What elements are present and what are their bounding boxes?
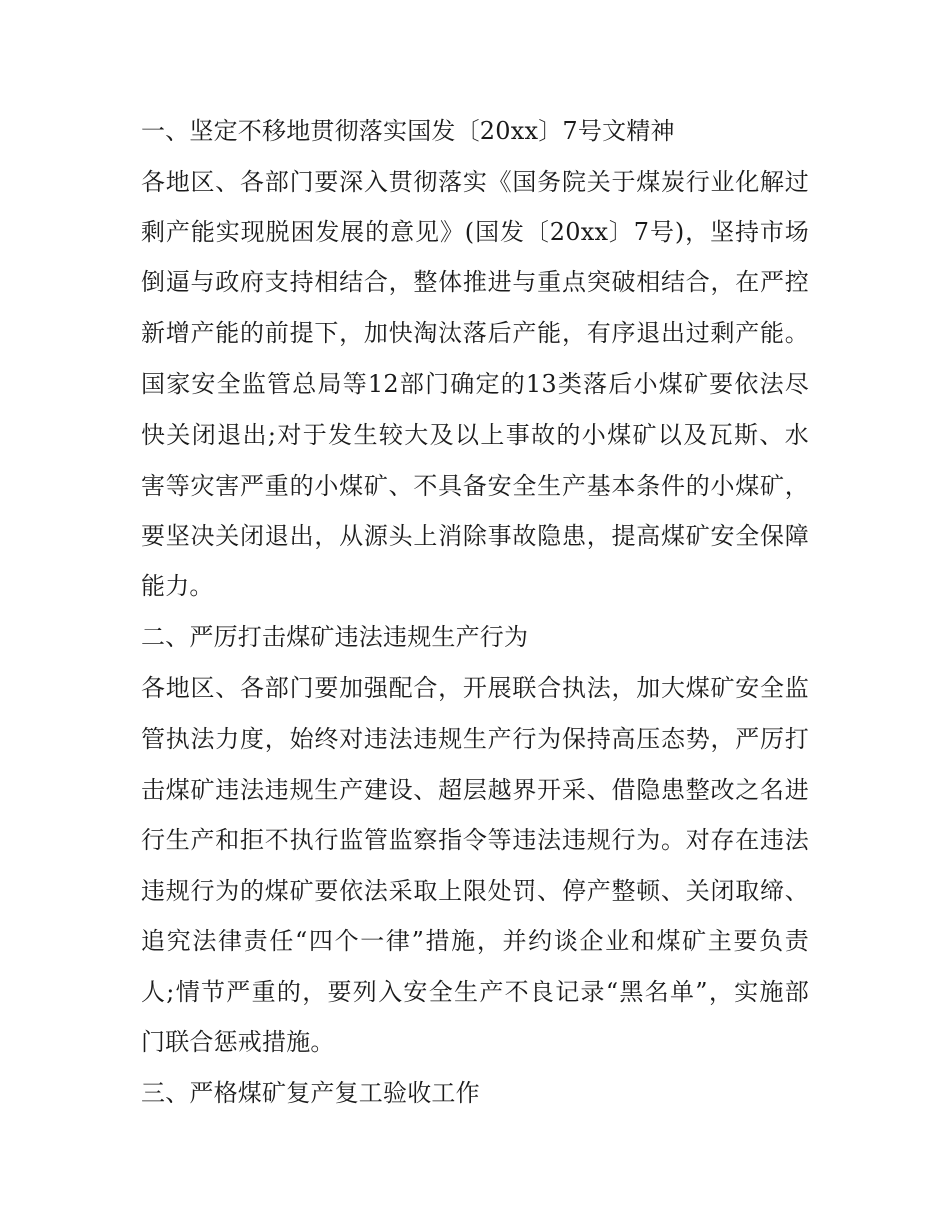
- paragraph-line: 人;情节严重的，要列入安全生产不良记录“黑名单”，实施部: [141, 978, 809, 1006]
- paragraph-line: 能力。: [141, 572, 214, 600]
- paragraph-line: 国家安全监管总局等12部门确定的13类落后小煤矿要依法尽: [141, 370, 809, 398]
- paragraph-line: 各地区、各部门要加强配合，开展联合执法，加大煤矿安全监: [141, 674, 809, 702]
- paragraph-line: 管执法力度，始终对违法违规生产行为保持高压态势，严厉打: [141, 725, 809, 753]
- heading-section-1: 一、坚定不移地贯彻落实国发〔20xx〕7号文精神: [141, 117, 675, 145]
- heading-section-3: 三、严格煤矿复产复工验收工作: [141, 1079, 480, 1107]
- paragraph-line: 击煤矿违法违规生产建设、超层越界开采、借隐患整改之名进: [141, 776, 809, 804]
- paragraph-line: 要坚决关闭退出，从源头上消除事故隐患，提高煤矿安全保障: [141, 522, 809, 550]
- paragraph-line: 各地区、各部门要深入贯彻落实《国务院关于煤炭行业化解过: [141, 168, 809, 196]
- paragraph-line: 倒逼与政府支持相结合，整体推进与重点突破相结合，在严控: [141, 268, 809, 296]
- paragraph-line: 剩产能实现脱困发展的意见》(国发〔20xx〕7号)，坚持市场: [141, 218, 809, 246]
- paragraph-line: 新增产能的前提下，加快淘汰落后产能，有序退出过剩产能。: [141, 319, 809, 347]
- paragraph-line: 追究法律责任“四个一律”措施，并约谈企业和煤矿主要负责: [141, 927, 809, 955]
- paragraph-line: 快关闭退出;对于发生较大及以上事故的小煤矿以及瓦斯、水: [141, 421, 809, 449]
- paragraph-line: 门联合惩戒措施。: [141, 1028, 335, 1056]
- paragraph-line: 行生产和拒不执行监管监察指令等违法违规行为。对存在违法: [141, 826, 809, 854]
- heading-section-2: 二、严厉打击煤矿违法违规生产行为: [141, 623, 529, 651]
- paragraph-line: 违规行为的煤矿要依法采取上限处罚、停产整顿、关闭取缔、: [141, 877, 809, 905]
- paragraph-line: 害等灾害严重的小煤矿、不具备安全生产基本条件的小煤矿，: [141, 472, 809, 500]
